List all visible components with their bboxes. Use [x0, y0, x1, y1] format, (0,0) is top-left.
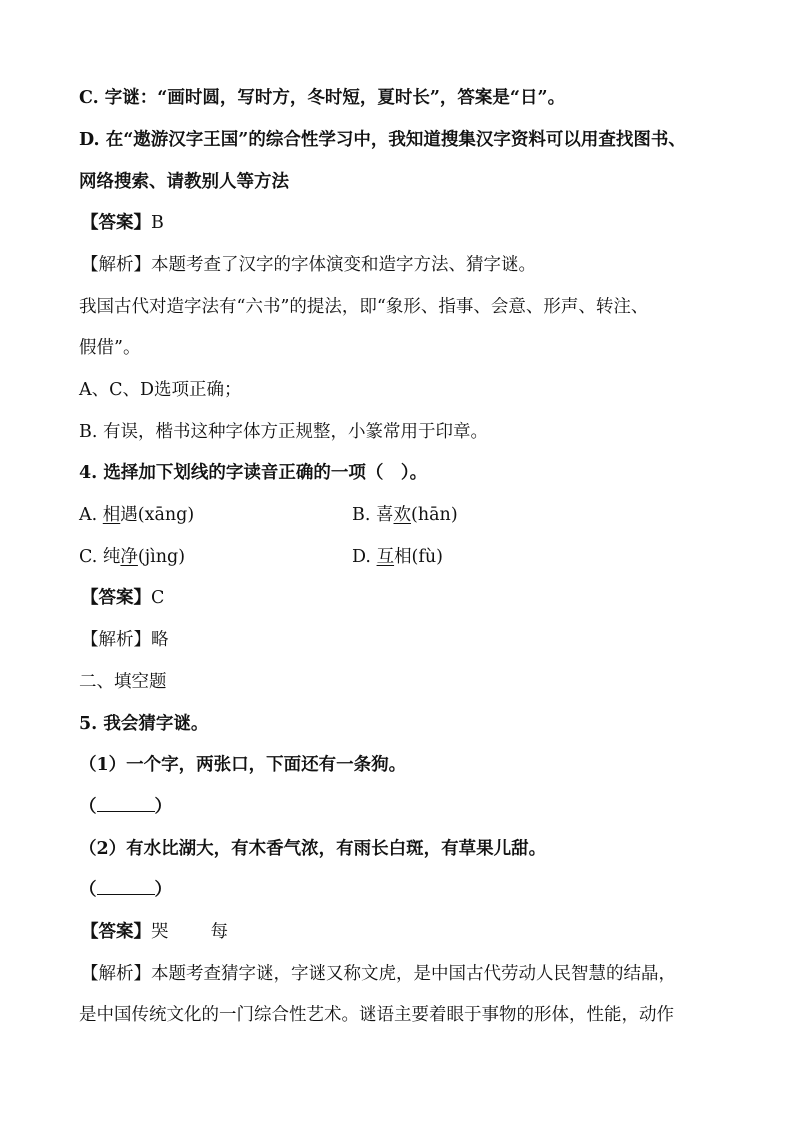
option-pre: 喜 [376, 505, 394, 525]
option-pre: 纯 [102, 547, 121, 567]
q4-options-row1 [79, 503, 754, 527]
option-letter: A. [79, 505, 98, 525]
analysis-tag: 【解析】 [81, 964, 151, 984]
q3-option-d-line1: D. 在“遨游汉字王国”的综合性学习中，我知道搜集汉字资料可以用查找图书、 [79, 130, 686, 150]
q3-analysis-line5: B. 有误，楷书这种字体方正规整，小篆常用于印章。 [79, 422, 488, 442]
option-post: (hān) [411, 505, 458, 525]
paren-open: （ [79, 880, 97, 900]
q5-blank2 [79, 878, 754, 902]
answer-blank[interactable] [97, 878, 155, 895]
answer-value: C [151, 588, 165, 608]
option-underlined: 净 [120, 547, 138, 567]
q5-analysis-line2: 是中国传统文化的一门综合性艺术。谜语主要着眼于事物的形体，性能，动作 [79, 1005, 674, 1025]
analysis-text: 本题考查了汉字的字体演变和造字方法、猜字谜。 [151, 255, 536, 275]
analysis-tag: 【解析】 [81, 630, 151, 650]
q5-item2: （2）有水比湖大，有木香气浓，有雨长白斑，有草果儿甜。 [79, 839, 547, 859]
q4-answer [81, 586, 754, 610]
q5-item1: （1）一个字，两张口，下面还有一条狗。 [79, 755, 407, 775]
analysis-tag: 【解析】 [81, 255, 151, 275]
q4-analysis [81, 628, 754, 652]
paren-open: （ [79, 797, 97, 817]
option-underlined: 互 [376, 547, 395, 567]
q3-option-c: C. 字谜：“画时圆，写时方，冬时短，夏时长”，答案是“日”。 [79, 88, 566, 108]
q3-analysis-line2: 我国古代对造字法有“六书”的提法，即“象形、指事、会意、形声、转注、 [79, 297, 649, 317]
option-letter: B. [352, 505, 371, 525]
option-letter: D. [352, 547, 371, 567]
q4-option-a [79, 505, 194, 525]
q4-option-b [352, 503, 458, 527]
option-post: 遇(xāng) [120, 505, 195, 525]
q3-option-d-line2: 网络搜索、请教别人等方法 [79, 172, 289, 192]
q3-answer [81, 211, 754, 235]
answer-tag: 【答案】 [81, 588, 151, 608]
option-underlined: 欢 [393, 505, 412, 525]
analysis-text: 略 [151, 630, 169, 650]
option-post: 相(fù) [394, 547, 443, 567]
option-underlined: 相 [102, 505, 121, 525]
q3-analysis-line1 [81, 253, 754, 277]
option-letter: C. [79, 547, 98, 567]
q5-analysis-line1 [81, 962, 754, 986]
q5-answer [81, 920, 754, 944]
answer-value-1: 哭 [151, 922, 169, 942]
answer-tag: 【答案】 [81, 213, 151, 233]
option-post: (jìng) [137, 547, 186, 567]
answer-value-2: 每 [210, 922, 228, 942]
q5-blank1 [79, 795, 754, 819]
q3-analysis-line4: A、C、D选项正确； [79, 380, 242, 400]
q5-question: 5. 我会猜字谜。 [79, 714, 209, 734]
section-title: 二、填空题 [79, 672, 167, 692]
answer-value: B [151, 213, 164, 233]
analysis-text: 本题考查猜字谜，字谜又称文虎，是中国古代劳动人民智慧的结晶， [151, 964, 676, 984]
q4-question: 4. 选择加下划线的字读音正确的一项（ ）。 [79, 463, 428, 483]
q4-options-row2 [79, 545, 754, 569]
q4-option-d [352, 545, 443, 569]
q4-option-c [79, 547, 185, 567]
q3-analysis-line3: 假借”。 [79, 338, 141, 358]
answer-tag: 【答案】 [81, 922, 151, 942]
paren-close: ） [154, 797, 172, 817]
answer-blank[interactable] [97, 795, 155, 812]
paren-close: ） [154, 880, 172, 900]
